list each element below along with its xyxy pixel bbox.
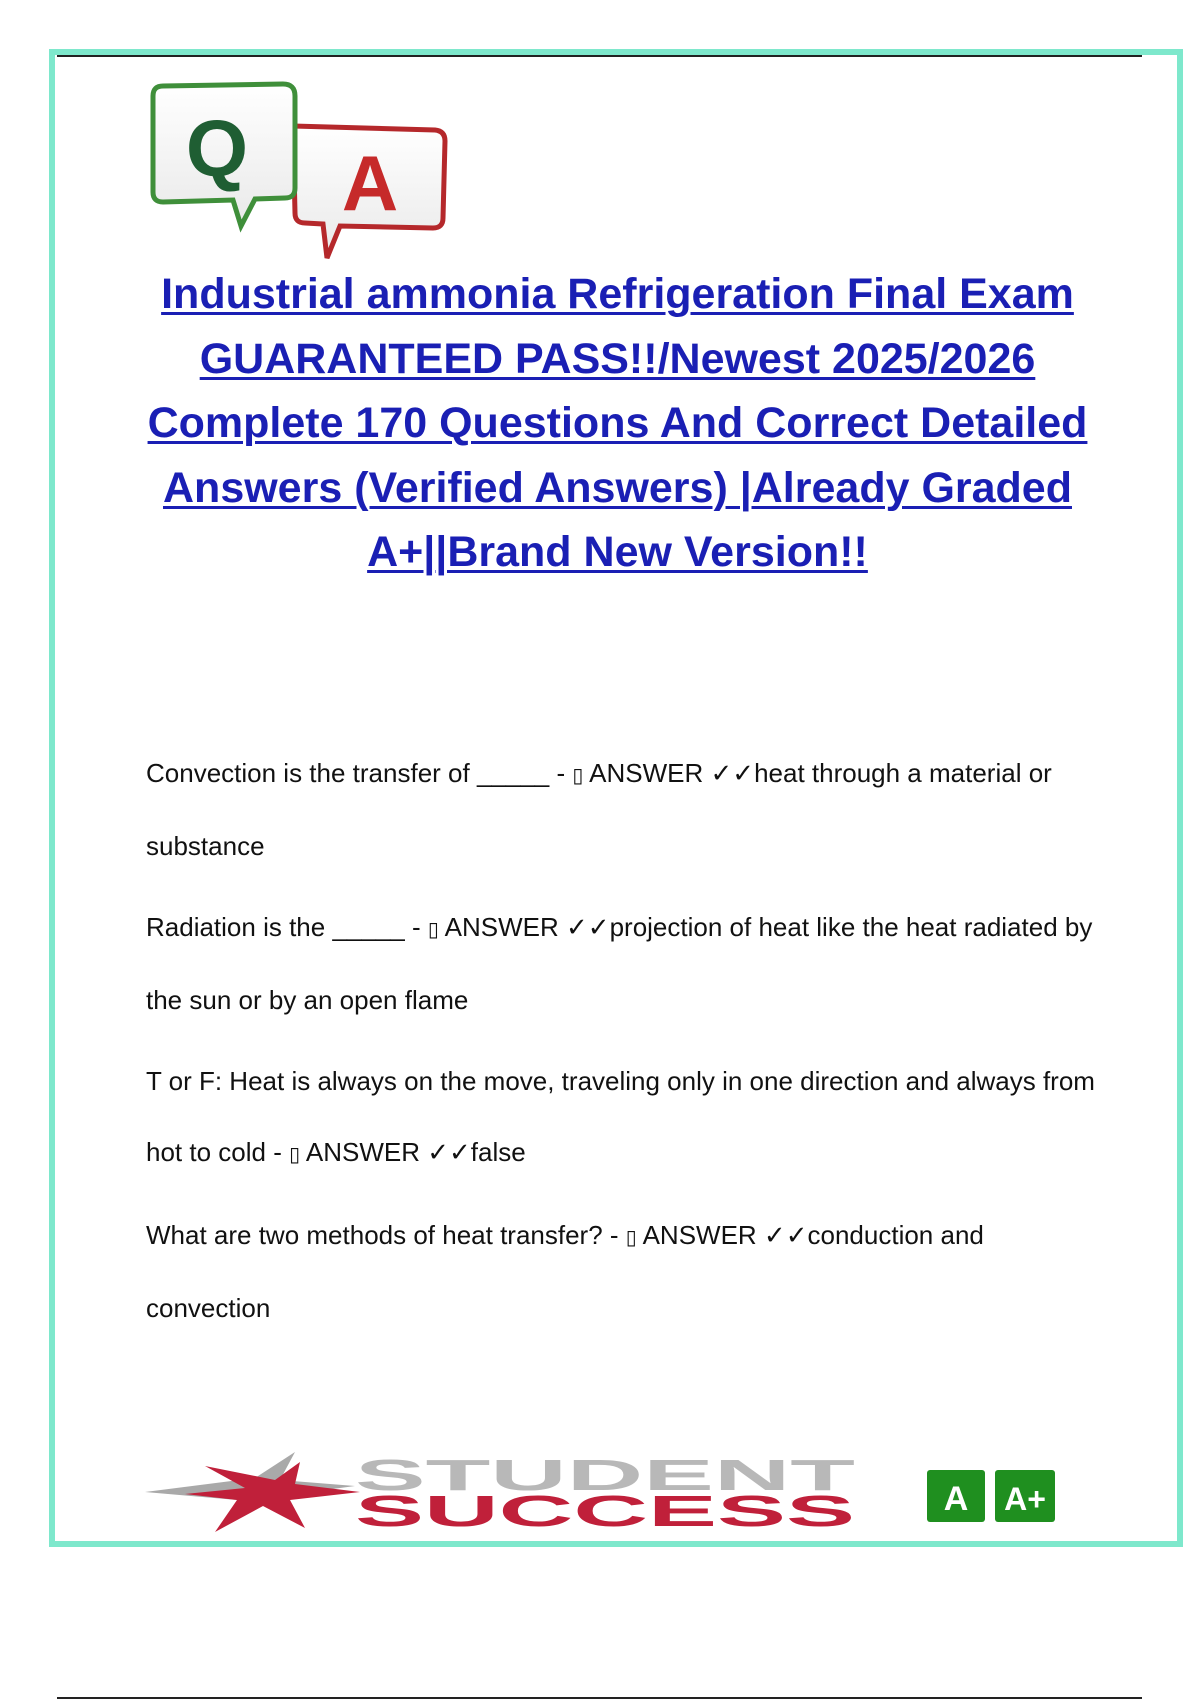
question-text: What are two methods of heat transfer? - <box>146 1220 626 1250</box>
grade-a-badge <box>927 1470 985 1522</box>
qa-item <box>146 1200 1106 1344</box>
qa-item <box>146 738 1106 882</box>
qa-item <box>146 1046 1106 1190</box>
answer-label: ANSWER ✓✓ <box>438 912 610 942</box>
star-swoosh-icon <box>145 1452 360 1532</box>
answer-text: conduction and convection <box>146 1220 984 1323</box>
grade-aplus-badge <box>995 1470 1055 1522</box>
question-text: Convection is the transfer of _____ - <box>146 758 573 788</box>
top-divider <box>57 55 1142 57</box>
answer-bubble <box>293 126 445 258</box>
answer-label: ANSWER ✓✓ <box>300 1137 471 1167</box>
qa-list <box>146 738 1106 1354</box>
question-text: T or F: Heat is always on the move, traveling only in one direction and always from hot to cold - <box>146 1066 1095 1167</box>
question-text: Radiation is the _____ - <box>146 912 428 942</box>
badge-a-text: A <box>943 1480 969 1518</box>
answer-text: false <box>470 1137 526 1167</box>
question-bubble <box>153 84 295 226</box>
document-title: Industrial ammonia Refrigeration Final Exam GUARANTEED PASS!!/Newest 2025/2026 Complete 170 Questions And Correct Detailed Answers (Verified Answers) |Already Graded A+||Brand New Version!! <box>147 270 1088 576</box>
qa-speech-bubbles-icon <box>145 78 455 273</box>
missing-glyph-icon: ▯ <box>427 917 439 941</box>
answer-letter: A <box>341 139 399 227</box>
missing-glyph-icon: ▯ <box>572 763 584 787</box>
brand-top-text: STUDENT <box>355 1451 856 1500</box>
badge-aplus-text: A+ <box>1004 1481 1046 1517</box>
student-success-logo <box>145 1450 1065 1535</box>
brand-bottom-text: SUCCESS <box>355 1487 855 1535</box>
bottom-divider <box>57 1697 1142 1699</box>
answer-label: ANSWER ✓✓ <box>583 758 755 788</box>
missing-glyph-icon: ▯ <box>289 1142 301 1166</box>
answer-label: ANSWER ✓✓ <box>636 1220 808 1250</box>
answer-text: heat through a material or substance <box>146 758 1052 861</box>
missing-glyph-icon: ▯ <box>625 1225 637 1249</box>
qa-item <box>146 892 1106 1036</box>
answer-text: projection of heat like the heat radiated by the sun or by an open flame <box>146 912 1093 1015</box>
question-letter: Q <box>185 104 249 193</box>
